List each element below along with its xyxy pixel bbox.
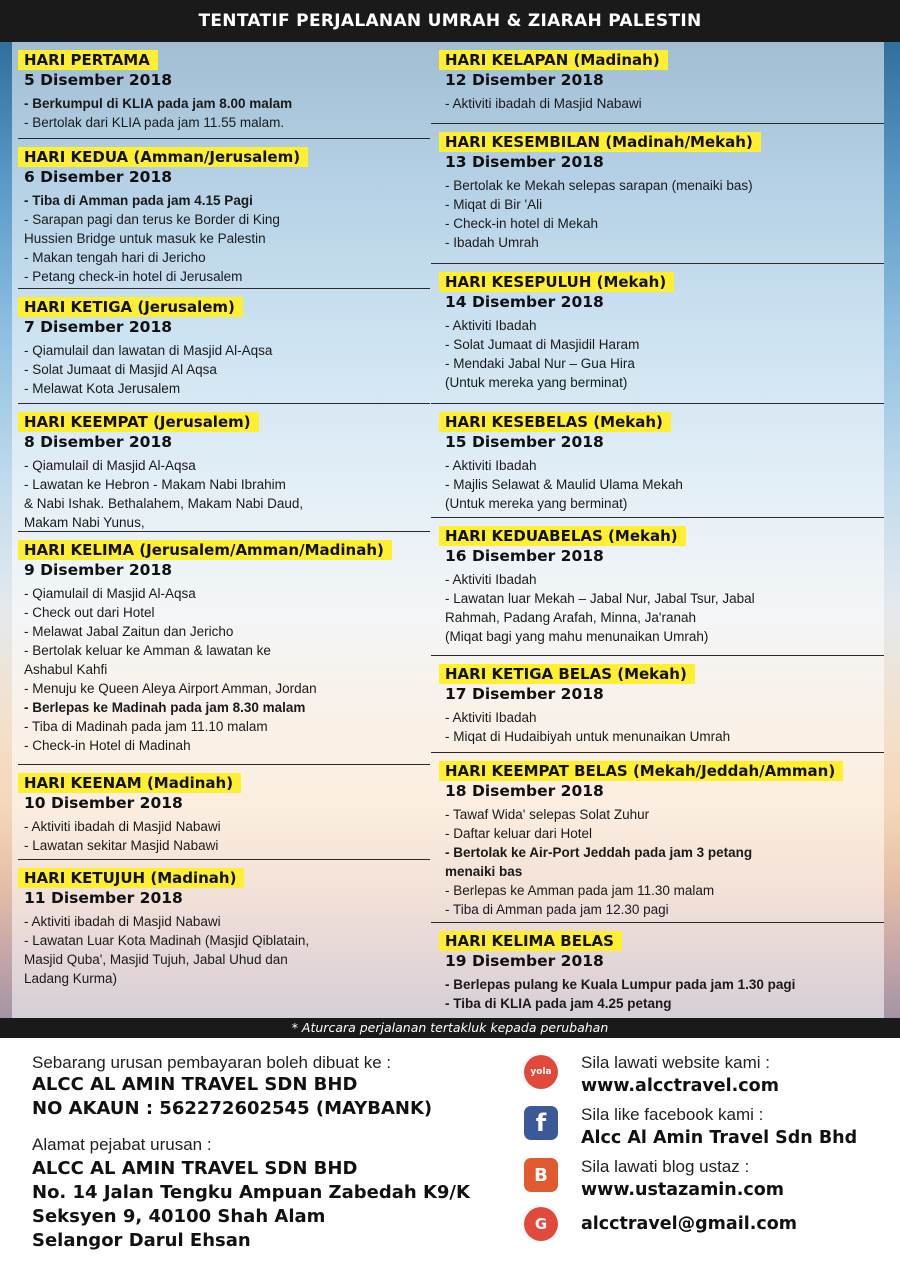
- activity-item: - Lawatan sekitar Masjid Nabawi: [24, 838, 219, 853]
- day-title: HARI KETIGA (Jerusalem): [18, 297, 243, 317]
- activity-item: - Berlepas ke Madinah pada jam 8.30 malam: [24, 700, 306, 715]
- activity-item: (Miqat bagi yang mahu menunaikan Umrah): [445, 629, 709, 644]
- website-label: Sila lawati website kami :: [581, 1053, 770, 1072]
- activity-item: - Petang check-in hotel di Jerusalem: [24, 269, 243, 284]
- office-label: Alamat pejabat urusan :: [32, 1135, 212, 1154]
- day-block-10: [431, 264, 884, 404]
- day-block-15: [431, 923, 884, 1018]
- activity-item: - Solat Jumaat di Masjidil Haram: [445, 337, 640, 352]
- day-title: HARI KEENAM (Madinah): [18, 773, 241, 793]
- activity-list: [18, 94, 430, 132]
- day-date: 19 Disember 2018: [445, 952, 604, 970]
- day-title: HARI KEDUABELAS (Mekah): [439, 526, 686, 546]
- day-date: 10 Disember 2018: [24, 794, 183, 812]
- activity-item: - Qiamulail dan lawatan di Masjid Al-Aqsa: [24, 343, 273, 358]
- activity-list: [439, 975, 884, 1013]
- day-title: HARI KEEMPAT BELAS (Mekah/Jeddah/Amman): [439, 761, 843, 781]
- day-title: HARI PERTAMA: [18, 50, 158, 70]
- activity-item: - Menuju ke Queen Aleya Airport Amman, Jordan: [24, 681, 317, 696]
- activity-list: [18, 456, 430, 532]
- activity-item: Rahmah, Padang Arafah, Minna, Ja'ranah: [445, 610, 696, 625]
- activity-item: - Daftar keluar dari Hotel: [445, 826, 593, 841]
- activity-item: - Aktiviti Ibadah: [445, 318, 537, 333]
- office-line: Selangor Darul Ehsan: [32, 1230, 251, 1251]
- activity-item: - Tiba di Amman pada jam 12.30 pagi: [445, 902, 669, 917]
- activity-item: - Aktiviti ibadah di Masjid Nabawi: [24, 914, 221, 929]
- day-title: HARI KEEMPAT (Jerusalem): [18, 412, 259, 432]
- yola-icon: yola: [524, 1055, 558, 1089]
- activity-item: - Check out dari Hotel: [24, 605, 155, 620]
- activity-item: - Bertolak dari KLIA pada jam 11.55 malam.: [24, 115, 285, 130]
- activity-item: - Makan tengah hari di Jericho: [24, 250, 206, 265]
- day-date: 18 Disember 2018: [445, 782, 604, 800]
- day-title: HARI KESEBELAS (Mekah): [439, 412, 671, 432]
- activity-item: menaiki bas: [445, 864, 523, 879]
- day-title: HARI KESEMBILAN (Madinah/Mekah): [439, 132, 761, 152]
- day-title: HARI KELAPAN (Madinah): [439, 50, 668, 70]
- activity-item: - Bertolak ke Air-Port Jeddah pada jam 3 petang: [445, 845, 753, 860]
- day-title: HARI KETIGA BELAS (Mekah): [439, 664, 695, 684]
- website-link[interactable]: www.alcctravel.com: [581, 1076, 779, 1096]
- blogger-icon: B: [524, 1158, 558, 1192]
- day-date: 5 Disember 2018: [24, 71, 173, 89]
- activity-list: [439, 805, 884, 919]
- activity-item: - Qiamulail di Masjid Al-Aqsa: [24, 458, 196, 473]
- schedule-panel: [0, 42, 900, 1018]
- activity-item: Makam Nabi Yunus,: [24, 515, 145, 530]
- day-block-8: [431, 42, 884, 124]
- activity-list: [18, 584, 430, 755]
- activity-item: (Untuk mereka yang berminat): [445, 496, 628, 511]
- activity-list: [18, 817, 430, 855]
- day-date: 16 Disember 2018: [445, 547, 604, 565]
- activity-item: - Aktiviti Ibadah: [445, 458, 537, 473]
- office-line: ALCC AL AMIN TRAVEL SDN BHD: [32, 1158, 358, 1179]
- day-block-3: [18, 289, 430, 404]
- activity-item: Ladang Kurma): [24, 971, 118, 986]
- day-date: 13 Disember 2018: [445, 153, 604, 171]
- facebook-link[interactable]: Alcc Al Amin Travel Sdn Bhd: [581, 1128, 858, 1148]
- day-title: HARI KELIMA (Jerusalem/Amman/Madinah): [18, 540, 392, 560]
- google-icon: G: [524, 1207, 558, 1241]
- activity-item: - Bertolak keluar ke Amman & lawatan ke: [24, 643, 271, 658]
- day-block-13: [431, 656, 884, 753]
- day-block-6: [18, 765, 430, 860]
- activity-item: - Mendaki Jabal Nur – Gua Hira: [445, 356, 635, 371]
- payment-company: ALCC AL AMIN TRAVEL SDN BHD: [32, 1074, 358, 1095]
- activity-item: (Untuk mereka yang berminat): [445, 375, 628, 390]
- activity-list: [439, 316, 884, 392]
- activity-item: - Berkumpul di KLIA pada jam 8.00 malam: [24, 96, 293, 111]
- day-date: 14 Disember 2018: [445, 293, 604, 311]
- office-line: Seksyen 9, 40100 Shah Alam: [32, 1206, 326, 1227]
- day-block-7: [18, 860, 430, 1018]
- activity-item: - Solat Jumaat di Masjid Al Aqsa: [24, 362, 217, 377]
- day-title: HARI KEDUA (Amman/Jerusalem): [18, 147, 308, 167]
- activity-list: [18, 912, 430, 988]
- contact-section: [0, 1038, 900, 1273]
- day-title: HARI KETUJUH (Madinah): [18, 868, 244, 888]
- day-block-14: [431, 753, 884, 923]
- blog-label: Sila lawati blog ustaz :: [581, 1157, 750, 1176]
- facebook-label: Sila like facebook kami :: [581, 1105, 764, 1124]
- activity-list: [439, 570, 884, 646]
- day-title: HARI KELIMA BELAS: [439, 931, 622, 951]
- day-date: 6 Disember 2018: [24, 168, 173, 186]
- activity-item: Masjid Quba', Masjid Tujuh, Jabal Uhud dan: [24, 952, 288, 967]
- activity-item: - Aktiviti Ibadah: [445, 572, 537, 587]
- activity-list: [18, 191, 430, 286]
- day-date: 7 Disember 2018: [24, 318, 173, 336]
- day-date: 8 Disember 2018: [24, 433, 173, 451]
- activity-item: - Berlepas pulang ke Kuala Lumpur pada jam 1.30 pagi: [445, 977, 796, 992]
- activity-item: - Bertolak ke Mekah selepas sarapan (menaiki bas): [445, 178, 753, 193]
- day-block-2: [18, 139, 430, 289]
- activity-item: - Tiba di KLIA pada jam 4.25 petang: [445, 996, 672, 1011]
- activity-item: - Qiamulail di Masjid Al-Aqsa: [24, 586, 196, 601]
- activity-item: & Nabi Ishak. Bethalahem, Makam Nabi Daud,: [24, 496, 304, 511]
- activity-item: - Lawatan luar Mekah – Jabal Nur, Jabal Tsur, Jabal: [445, 591, 755, 606]
- activity-item: - Miqat di Hudaibiyah untuk menunaikan Umrah: [445, 729, 731, 744]
- day-block-11: [431, 404, 884, 518]
- activity-item: - Lawatan Luar Kota Madinah (Masjid Qiblatain,: [24, 933, 310, 948]
- activity-item: - Check-in Hotel di Madinah: [24, 738, 191, 753]
- day-block-4: [18, 404, 430, 532]
- day-date: 12 Disember 2018: [445, 71, 604, 89]
- day-block-5: [18, 532, 430, 765]
- payment-label: Sebarang urusan pembayaran boleh dibuat ke :: [32, 1053, 392, 1072]
- activity-item: - Tawaf Wida' selepas Solat Zuhur: [445, 807, 650, 822]
- activity-item: - Tiba di Amman pada jam 4.15 Pagi: [24, 193, 253, 208]
- activity-item: - Ibadah Umrah: [445, 235, 539, 250]
- footnote: * Aturcara perjalanan tertakluk kepada perubahan: [0, 1018, 900, 1038]
- activity-item: - Melawat Jabal Zaitun dan Jericho: [24, 624, 234, 639]
- activity-item: - Check-in hotel di Mekah: [445, 216, 599, 231]
- email-link[interactable]: alcctravel@gmail.com: [581, 1214, 797, 1234]
- day-date: 15 Disember 2018: [445, 433, 604, 451]
- activity-item: - Tiba di Madinah pada jam 11.10 malam: [24, 719, 268, 734]
- activity-item: - Aktiviti ibadah di Masjid Nabawi: [445, 96, 642, 111]
- day-title: HARI KESEPULUH (Mekah): [439, 272, 674, 292]
- office-line: No. 14 Jalan Tengku Ampuan Zabedah K9/K: [32, 1182, 470, 1203]
- activity-item: - Aktiviti Ibadah: [445, 710, 537, 725]
- activity-list: [439, 176, 884, 252]
- activity-item: - Miqat di Bir 'Ali: [445, 197, 543, 212]
- day-block-12: [431, 518, 884, 656]
- activity-item: - Sarapan pagi dan terus ke Border di King: [24, 212, 280, 227]
- day-block-9: [431, 124, 884, 264]
- activity-item: - Lawatan ke Hebron - Makam Nabi Ibrahim: [24, 477, 286, 492]
- activity-list: [439, 456, 884, 513]
- activity-item: - Majlis Selawat & Maulid Ulama Mekah: [445, 477, 683, 492]
- page-title: TENTATIF PERJALANAN UMRAH & ZIARAH PALESTIN: [0, 0, 900, 42]
- activity-list: [439, 708, 884, 746]
- activity-list: [439, 94, 884, 113]
- activity-item: - Melawat Kota Jerusalem: [24, 381, 181, 396]
- day-date: 17 Disember 2018: [445, 685, 604, 703]
- activity-item: - Berlepas ke Amman pada jam 11.30 malam: [445, 883, 715, 898]
- activity-list: [18, 341, 430, 398]
- activity-item: - Aktiviti ibadah di Masjid Nabawi: [24, 819, 221, 834]
- blog-link[interactable]: www.ustazamin.com: [581, 1180, 785, 1200]
- day-date: 9 Disember 2018: [24, 561, 173, 579]
- facebook-icon: f: [524, 1106, 558, 1140]
- payment-account: NO AKAUN : 562272602545 (MAYBANK): [32, 1098, 433, 1119]
- activity-item: Hussien Bridge untuk masuk ke Palestin: [24, 231, 266, 246]
- day-block-1: [18, 42, 430, 139]
- activity-item: Ashabul Kahfi: [24, 662, 108, 677]
- day-date: 11 Disember 2018: [24, 889, 183, 907]
